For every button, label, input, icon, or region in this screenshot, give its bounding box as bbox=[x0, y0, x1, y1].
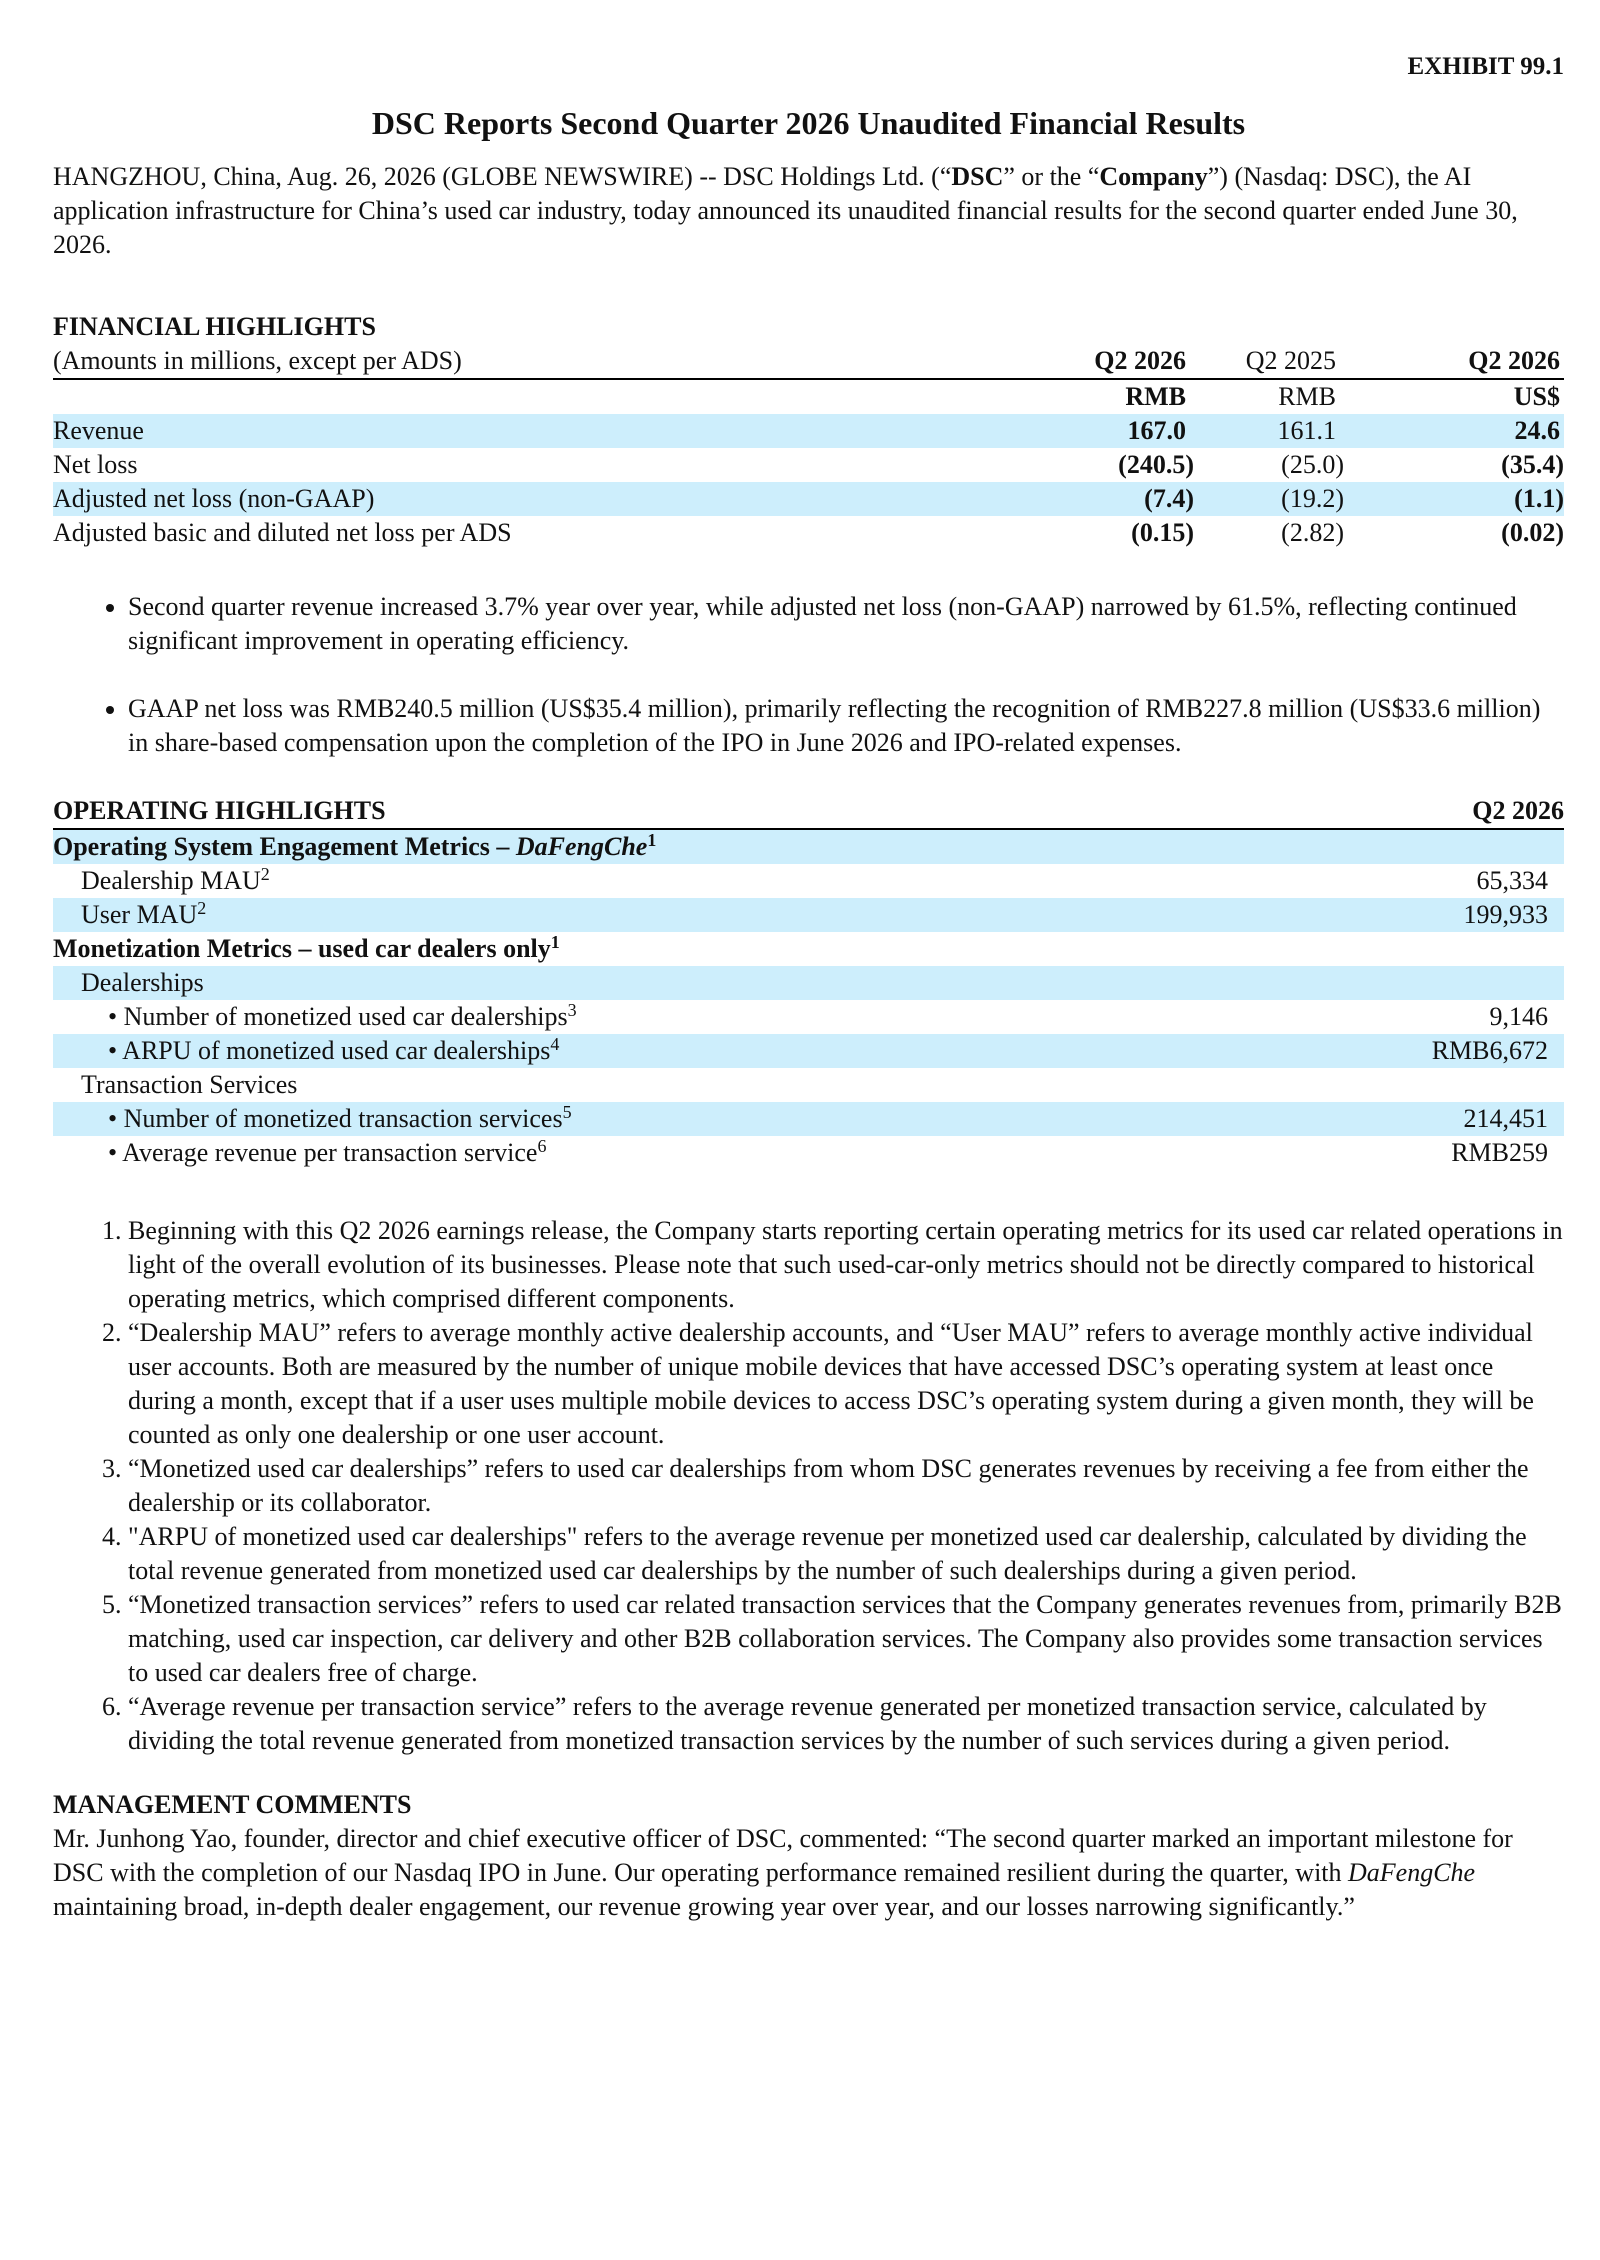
dealership-mau-label: Dealership MAU$^2$ bbox=[81, 864, 270, 895]
row-label: Revenue bbox=[53, 416, 144, 445]
table-row bbox=[53, 414, 1564, 448]
financial-highlights-table bbox=[53, 344, 1564, 550]
financial-highlights-heading: FINANCIAL HIGHLIGHTS bbox=[53, 312, 376, 341]
monetized-dealerships-value: 9,146 bbox=[1489, 1002, 1548, 1031]
table-row bbox=[53, 1000, 1564, 1034]
currency-rmb-2026: RMB bbox=[1125, 382, 1186, 411]
intro-text-3: ”) (Nasdaq: DSC), the AI application infrastructure for China’s used car industry, today announced its unaudited financial results for the second quarter ended June 30, 2026. bbox=[53, 162, 1518, 259]
monetized-dealerships-label: • Number of monetized used car dealerships$^3$ bbox=[108, 1000, 577, 1031]
avg-revenue-label: • Average revenue per transaction service$^6$ bbox=[108, 1136, 547, 1167]
page-title: DSC Reports Second Quarter 2026 Unaudited Financial Results bbox=[371, 105, 1246, 141]
table-row bbox=[53, 898, 1564, 932]
table-row bbox=[53, 448, 1564, 482]
list-item: 6. “Average revenue per transaction service” refers to the average revenue generated per monetized transaction service, calculated by dividing the total revenue generated from monetized transaction services by the number of such services during a given period. bbox=[128, 1690, 1564, 1758]
cell-value: 167.0 bbox=[1127, 416, 1186, 445]
table-row bbox=[53, 1034, 1564, 1068]
list-item: 4. "ARPU of monetized used car dealerships" refers to the average revenue per monetized used car dealership, calculated by dividing the total revenue generated from monetized used car dealerships by the number of such dealerships during a given period. bbox=[128, 1520, 1564, 1588]
cell-value: (35.4) bbox=[1501, 450, 1564, 479]
user-mau-label: User MAU$^2$ bbox=[81, 898, 207, 929]
list-item: 3. “Monetized used car dealerships” refers to used car dealerships from whom DSC generates revenues by receiving a fee from either the dealership or its collaborator. bbox=[128, 1452, 1564, 1520]
intro-text-2: ” or the “ bbox=[1003, 162, 1100, 191]
table-row bbox=[53, 864, 1564, 898]
user-mau-value: 199,933 bbox=[1463, 900, 1548, 929]
management-comments-heading: MANAGEMENT COMMENTS bbox=[53, 1790, 412, 1819]
management-comments-paragraph: Mr. Junhong Yao, founder, director and chief executive officer of DSC, commented: “The second quarter marked an important milestone for DSC with the completion of our Nasdaq IPO in June. Our operating performance remained resilient during the quarter, with DaFengChe maintaining broad, in-depth dealer engagement, our revenue growing year over year, and our losses narrowing significantly.” bbox=[53, 1824, 1513, 1921]
monetized-transactions-label: • Number of monetized transaction services$^5$ bbox=[108, 1102, 572, 1133]
financial-subheading: (Amounts in millions, except per ADS) bbox=[53, 344, 1014, 379]
cell-value: (2.82) bbox=[1281, 518, 1344, 547]
currency-rmb-2025: RMB bbox=[1278, 382, 1336, 411]
dealerships-subheading: Dealerships bbox=[81, 968, 204, 997]
intro-bold-dsc: DSC bbox=[951, 162, 1004, 191]
col-header-q2-2026-rmb: Q2 2026 bbox=[1014, 344, 1194, 379]
table-row bbox=[53, 932, 1564, 966]
row-label: Adjusted net loss (non-GAAP) bbox=[53, 484, 375, 513]
list-item: 1. Beginning with this Q2 2026 earnings release, the Company starts reporting certain operating metrics for its used car related operations in light of the overall evolution of its businesses. Please note that such used-car-only metrics should not be directly compared to historical operating metrics, which comprised different components. bbox=[128, 1214, 1564, 1316]
table-row bbox=[53, 829, 1564, 864]
row-label: Net loss bbox=[53, 450, 138, 479]
arpu-label: • ARPU of monetized used car dealerships$^4$ bbox=[108, 1034, 560, 1065]
operating-highlights-table bbox=[53, 794, 1564, 1170]
cell-value: (25.0) bbox=[1281, 450, 1344, 479]
intro-bold-company: Company bbox=[1099, 162, 1208, 191]
list-item: • GAAP net loss was RMB240.5 million (US$35.4 million), primarily reflecting the recognition of RMB227.8 million (US$33.6 million) in share-based compensation upon the completion of the IPO in June 2026 and IPO-related expenses. bbox=[128, 692, 1564, 760]
monetization-metrics-heading: Monetization Metrics – used car dealers only$^1$ bbox=[53, 932, 560, 963]
dealership-mau-value: 65,334 bbox=[1476, 866, 1548, 895]
table-row bbox=[53, 966, 1564, 1000]
cell-value: 161.1 bbox=[1277, 416, 1336, 445]
table-row bbox=[53, 1136, 1564, 1170]
avg-revenue-value: RMB259 bbox=[1451, 1138, 1548, 1167]
currency-usd-2026: US$ bbox=[1513, 382, 1560, 411]
col-header-q2-2026-usd: Q2 2026 bbox=[1364, 344, 1564, 379]
table-row bbox=[53, 1102, 1564, 1136]
operating-header-row bbox=[53, 794, 1564, 829]
cell-value: (0.02) bbox=[1501, 518, 1564, 547]
cell-value: (19.2) bbox=[1281, 484, 1344, 513]
intro-paragraph bbox=[53, 160, 1564, 262]
arpu-value: RMB6,672 bbox=[1431, 1036, 1548, 1065]
cell-value: (7.4) bbox=[1144, 484, 1194, 513]
cell-value: (1.1) bbox=[1514, 484, 1564, 513]
financial-header-row bbox=[53, 344, 1564, 379]
table-row bbox=[53, 1068, 1564, 1102]
footnotes-list bbox=[53, 1214, 1564, 1758]
engagement-metrics-heading: Operating System Engagement Metrics – DaFengChe$^1$ bbox=[53, 830, 657, 861]
col-header-q2-2025-rmb: Q2 2025 bbox=[1194, 344, 1364, 379]
intro-text-1: HANGZHOU, China, Aug. 26, 2026 (GLOBE NEWSWIRE) -- DSC Holdings Ltd. (“ bbox=[53, 162, 952, 191]
cell-value: (240.5) bbox=[1118, 450, 1194, 479]
table-row bbox=[53, 516, 1564, 550]
financial-currency-row bbox=[53, 379, 1564, 414]
row-label: Adjusted basic and diluted net loss per ADS bbox=[53, 518, 512, 547]
list-item: 5. “Monetized transaction services” refers to used car related transaction services that the Company generates revenues from, primarily B2B matching, used car inspection, car delivery and other B2B collaboration services. The Company also provides some transaction services to used car dealers free of charge. bbox=[128, 1588, 1564, 1690]
list-item: • Second quarter revenue increased 3.7% year over year, while adjusted net loss (non-GAAP) narrowed by 61.5%, reflecting continued significant improvement in operating efficiency. bbox=[128, 590, 1564, 658]
cell-value: 24.6 bbox=[1514, 416, 1560, 445]
operating-highlights-heading: OPERATING HIGHLIGHTS bbox=[53, 794, 1259, 829]
table-row bbox=[53, 482, 1564, 516]
cell-value: (0.15) bbox=[1131, 518, 1194, 547]
exhibit-label: EXHIBIT 99.1 bbox=[1407, 53, 1564, 80]
transaction-services-subheading: Transaction Services bbox=[81, 1070, 298, 1099]
operating-period: Q2 2026 bbox=[1259, 794, 1564, 829]
monetized-transactions-value: 214,451 bbox=[1463, 1104, 1548, 1133]
highlights-bullet-list bbox=[53, 590, 1564, 760]
list-item: 2. “Dealership MAU” refers to average monthly active dealership accounts, and “User MAU” refers to average monthly active individual user accounts. Both are measured by the number of unique mobile devices that have accessed DSC’s operating system at least once during a month, except that if a user uses multiple mobile devices to access DSC’s operating system during a given month, they will be counted as only one dealership or one user account. bbox=[128, 1316, 1564, 1452]
